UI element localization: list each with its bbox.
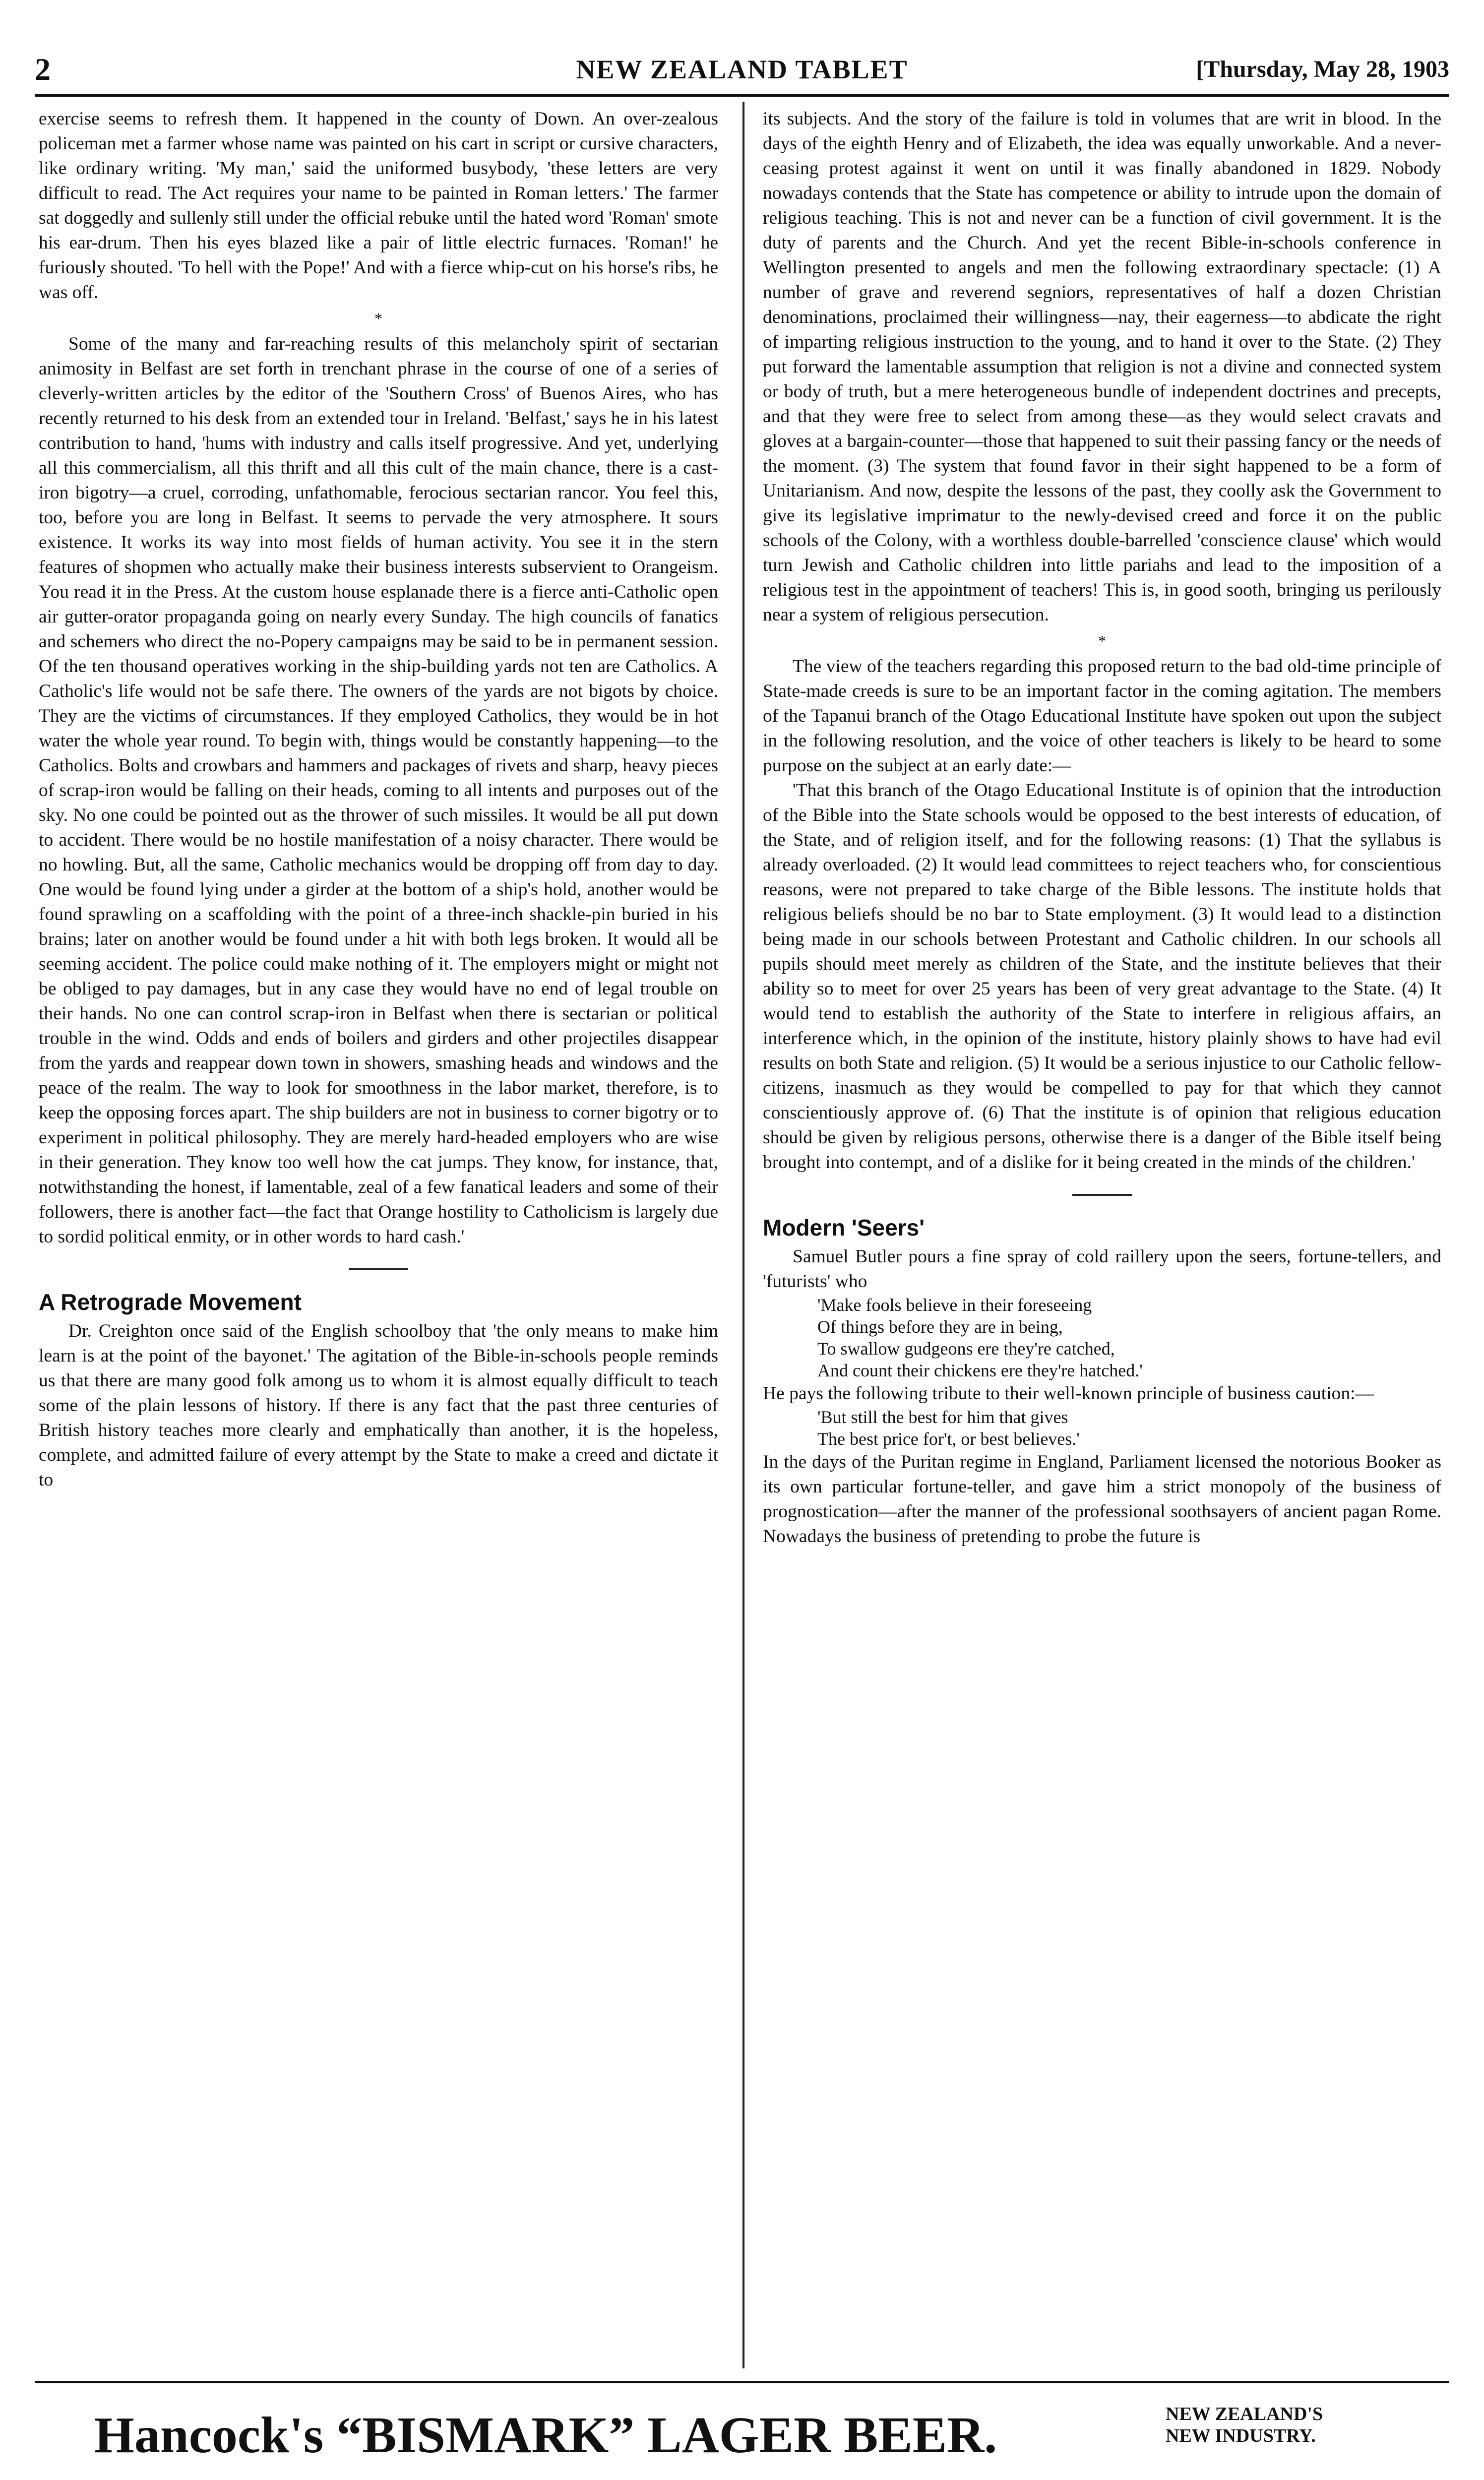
section-star: *: [1098, 632, 1106, 650]
verse-line: And count their chickens ere they're hatched.': [817, 1361, 1143, 1380]
paragraph: He pays the following tribute to their well-known principle of business caution:—: [763, 1383, 1374, 1404]
page-header: [35, 50, 1449, 89]
section-star: *: [374, 310, 382, 327]
advertisement-tagline: [1166, 2403, 1463, 2447]
paragraph: Some of the many and far-reaching results of this melancholy spirit of sectarian animosity in Belfast are set forth in trenchant phrase in the course of one of a series of cleverly-written articles by the editor of the 'Southern Cross' of Buenos Aires, who has recently returned to his desk from an extended tour in Ireland. 'Belfast,' says he in his latest contribution to hand, 'hums with industry and calls itself progressive. And yet, underlying all this commercialism, all this thrift and all this cult of the main chance, there is a cast-iron bigotry—a cruel, corroding, unfathomable, ferocious sectarian rancor. You feel this, too, before you are long in Belfast. It seems to pervade the very atmosphere. It sours existence. It works its way into most fields of human activity. You see it in the stern features of shopmen who actually make their business interests subservient to Orangeism. You read it in the Press. At the custom house esplanade there is a fierce anti-Catholic open air gutter-orator propaganda going on nearly every Sunday. The high councils of fanatics and schemers who direct the no-Popery campaigns may be said to be in permanent session. Of the ten thousand operatives working in the ship-building yards not ten are Catholics. A Catholic's life would not be safe there. The owners of the yards are not bigots by choice. They are the victims of circumstances. If they employed Catholics, they would be in hot water the whole year round. To begin with, things would be constantly happening—to the Catholics. Bolts and crowbars and hammers and packages of rivets and sharp, heavy pieces of scrap-iron would be falling on their heads, coming to all intents and purposes out of the sky. No one could be pointed out as the thrower of such missiles. It would be all put down to accident. There would be no hostile manifestation of a noisy character. There would be no howling. But, all the same, Catholic mechanics would be dropping off from day to day. One would be found lying under a girder at the bottom of a ship's hold, another would be found sprawling on a scaffolding with the point of a three-inch shackle-pin buried in his brains; later on another would be found under a hit with both legs broken. It would all be seeming accident. The police could make nothing of it. The employers might or might not be obliged to pay damages, but in any case they would have no end of legal trouble on their hands. No one can control scrap-iron in Belfast when there is sectarian or political trouble in the wind. Odds and ends of boilers and girders and other projectiles disappear from the yards and reappear down town in showers, smashing heads and windows and the peace of the realm. The way to look for smoothness in the labor market, therefore, is to keep the opposing forces apart. The ship builders are not in business to corner bigotry or to experiment in political philosophy. They are merely hard-headed employers who are wise in their generation. They know too well how the cat jumps. They know, for instance, that, notwithstanding the honest, if lamentable, zeal of a few fanatical leaders and some of their followers, there is another fact—the fact that Orange hostility to Catholicism is largely due to sordid political enmity, or in other words to hard cash.': [39, 334, 718, 1247]
advertisement-main: Hancock's “BISMARK” LAGER BEER.: [94, 2407, 997, 2464]
tagline-line: NEW ZEALAND'S: [1166, 2404, 1323, 2424]
right-column: [763, 107, 1441, 2368]
verse-line: 'But still the best for him that gives: [817, 1407, 1068, 1427]
paragraph: Dr. Creighton once said of the English schoolboy that 'the only means to make him learn is at the point of the bayonet.' The agitation of the Bible-in-schools people reminds us that there are many good folk among us to whom it is almost equally difficult to teach some of the plain lessons of history. If there is any fact that the past three centuries of British history teaches more clearly and emphatically than another, it is the hopeless, complete, and admitted failure of every attempt by the State to make a creed and dictate it to: [39, 1321, 718, 1490]
paragraph: its subjects. And the story of the failure is told in volumes that are writ in blood. In the days of the eighth Henry and of Elizabeth, the idea was equally unworkable. And a never-ceasing protest against it went on until it was finally abandoned in 1829. Nobody nowadays contends that the State has competence or ability to intrude upon the domain of religious teaching. This is not and never can be a function of civil government. It is the duty of parents and the Church. And yet the recent Bible-in-schools conference in Wellington presented to angels and men the following extraordinary spectacle: (1) A number of grave and reverend segniors, representatives of half a dozen Christian denominations, proclaimed their willingness—nay, their eagerness—to abdicate the right of imparting religious instruction to the young, and to hand it over to the State. (2) They put forward the lamentable assumption that religion is not a divine and connected system or body of truth, but a mere heterogeneous bundle of independent doctrines and precepts, and that they were free to select from among these—as they would select cravats and gloves at a bargain-counter—those that happened to suit their passing fancy or the needs of the moment. (3) The system that found favor in their sight happened to be a form of Unitarianism. And now, despite the lessons of the past, they coolly ask the Government to give its legislative imprimatur to the newly-devised creed and force it on the public schools of the Colony, with a worthless double-barrelled 'conscience clause' which would turn Jewish and Catholic children into little pariahs and lead to the imposition of a religious test in the appointment of teachers! This is, in good sooth, bringing us perilously near a system of religious persecution.: [763, 109, 1441, 625]
section-divider: [349, 1268, 408, 1270]
issue-date: [Thursday, May 28, 1903: [1196, 56, 1449, 82]
column-divider: [742, 102, 744, 2368]
left-column: [39, 107, 718, 2368]
paragraph: The view of the teachers regarding this proposed return to the bad old-time principle of State-made creeds is sure to be an important factor in the coming agitation. The members of the Tapanui branch of the Otago Educational Institute have spoken out upon the subject in the following resolution, and the voice of other teachers is likely to be heard to some purpose on the subject at an early date:—: [763, 656, 1441, 776]
paragraph: exercise seems to refresh them. It happened in the county of Down. An over-zealous policeman met a farmer whose name was painted on his cart in script or cursive characters, like ordinary writing. 'My man,' said the uniformed busybody, 'these letters are very difficult to read. The Act requires your name to be painted in Roman letters.' The farmer sat doggedly and sullenly still under the official rebuke until the hated word 'Roman' smote his ear-drum. Then his eyes blazed like a pair of little electric furnaces. 'Roman!' he furiously shouted. 'To hell with the Pope!' And with a fierce whip-cut on his horse's ribs, he was off.: [39, 109, 718, 303]
header-rule: [35, 94, 1449, 97]
verse-block: [763, 1294, 1441, 1381]
section-heading: Modern 'Seers': [763, 1215, 925, 1240]
paragraph: In the days of the Puritan regime in England, Parliament licensed the notorious Booker as its own particular fortune-teller, and gave him a strict monopoly of the business of prognostication—after the manner of the professional soothsayers of ancient pagan Rome. Nowadays the business of pretending to probe the future is: [763, 1452, 1441, 1547]
section-divider: [1072, 1194, 1132, 1196]
tagline-line: NEW INDUSTRY.: [1166, 2425, 1316, 2446]
page-number: 2: [35, 52, 51, 87]
section-heading: A Retrograde Movement: [39, 1289, 302, 1315]
footer-rule: [35, 2381, 1449, 2383]
verse-line: The best price for't, or best believes.': [817, 1429, 1080, 1449]
paragraph: Samuel Butler pours a fine spray of cold raillery upon the seers, fortune-tellers, and 'futurists' who: [763, 1246, 1441, 1292]
resolution-quote: 'That this branch of the Otago Educational Institute is of opinion that the introduction of the Bible into the State schools would be opposed to the best interests of education, of the State, and of religion itself, and for the following reasons: (1) That the syllabus is already overloaded. (2) It would lead committees to reject teachers who, for conscientious reasons, were not prepared to take charge of the Bible lessons. The institute holds that religious beliefs should be no bar to State employment. (3) It would lead to a distinction being made in our schools between Protestant and Catholic children. In our schools all pupils should meet merely as children of the State, and the institute believes that their ability so to meet for over 25 years has been of very great advantage to the State. (4) It would tend to establish the authority of the State to interfere in religious affairs, an interference which, in the opinion of the institute, history plainly shows to have had evil results on both State and religion. (5) It would be a serious injustice to our Catholic fellow-citizens, inasmuch as they would be compelled to pay for that which they cannot conscientiously approve of. (6) That the institute is of opinion that religious education should be given by religious persons, otherwise there is a danger of the Bible itself being brought into contempt, and of a dislike for it being created in the minds of the children.': [763, 780, 1441, 1173]
verse-line: 'Make fools believe in their foreseeing: [817, 1295, 1092, 1315]
verse-line: To swallow gudgeons ere they're catched,: [817, 1339, 1115, 1359]
masthead-title: NEW ZEALAND TABLET: [576, 55, 908, 84]
verse-line: Of things before they are in being,: [817, 1317, 1063, 1337]
verse-block: [763, 1406, 1441, 1450]
